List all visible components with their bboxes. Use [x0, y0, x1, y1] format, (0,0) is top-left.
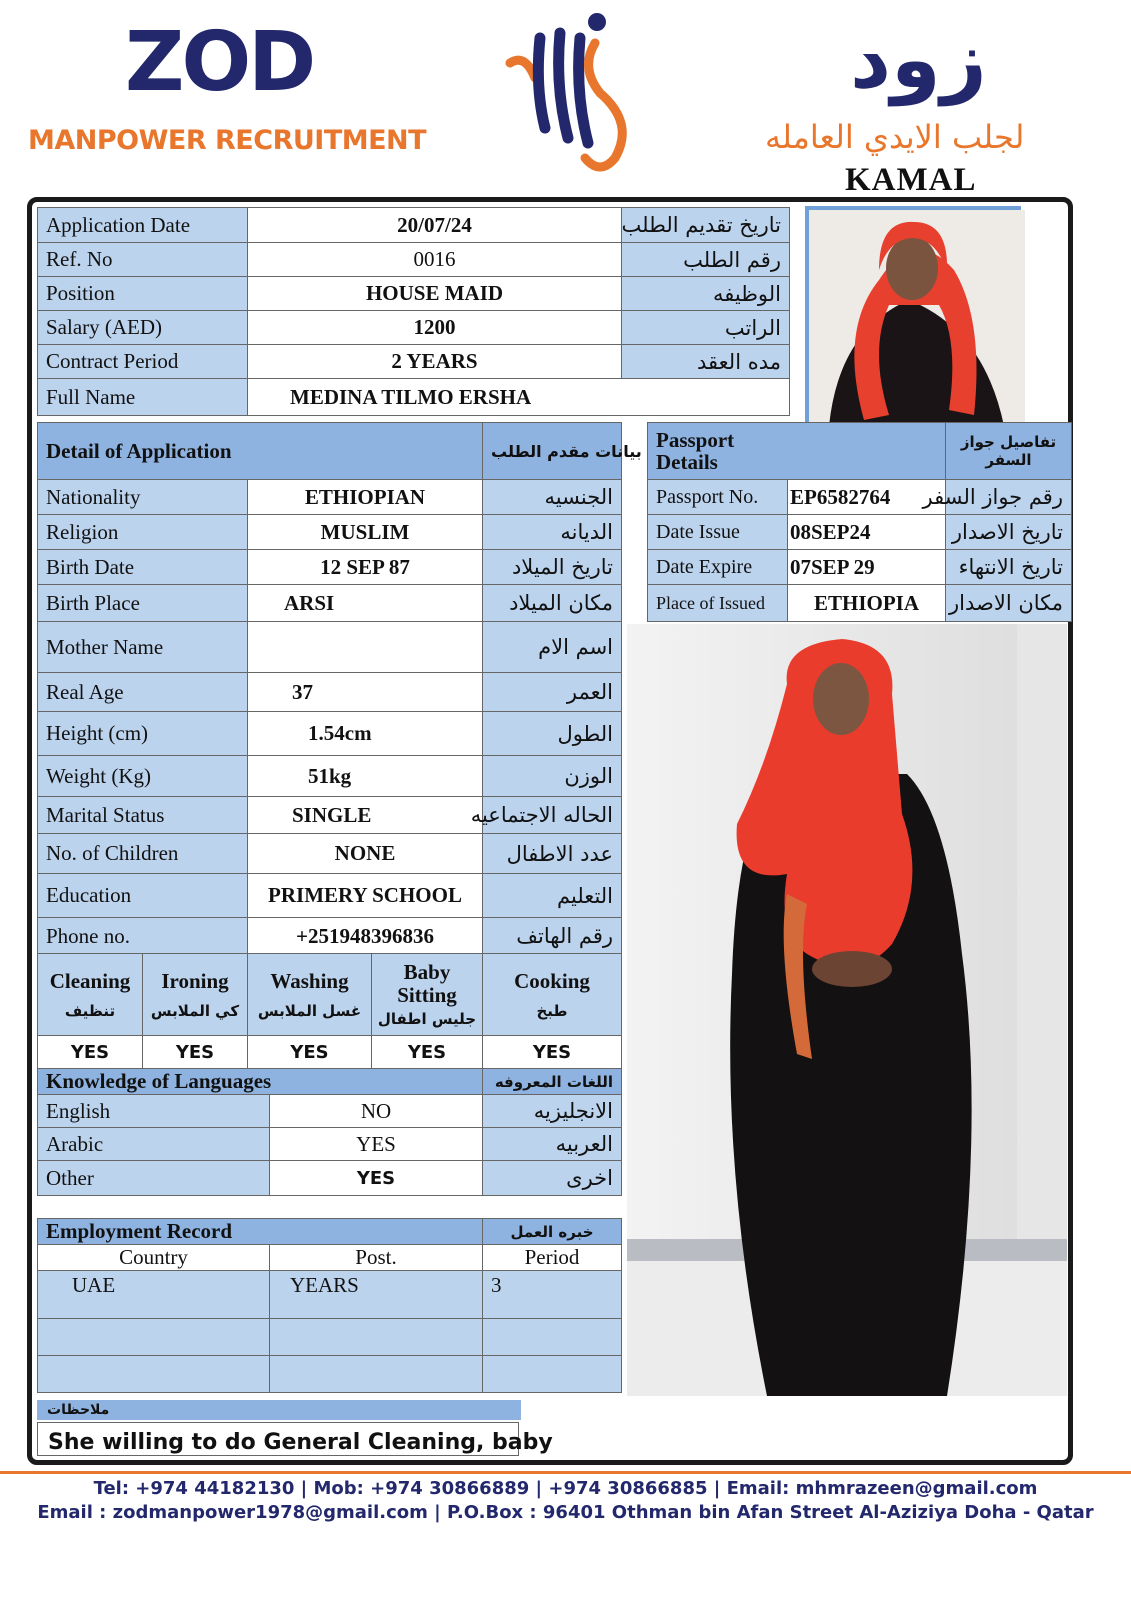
table-row: [38, 874, 622, 918]
mother-name-value: [248, 622, 483, 673]
full-name-label: Full Name: [38, 379, 248, 416]
row-label: Date Issue: [648, 515, 788, 550]
children-value: NONE: [248, 834, 483, 874]
ref-no: 0016: [248, 243, 622, 277]
row-label-arabic: العمر: [483, 673, 622, 712]
education-value: PRIMERY SCHOOL: [248, 874, 483, 918]
section-header: [648, 423, 1072, 480]
row-label-arabic: مده العقد: [622, 345, 790, 379]
table-row: [38, 622, 622, 673]
application-date: 20/07/24: [248, 208, 622, 243]
table-row: [38, 345, 790, 379]
table-row: [38, 208, 790, 243]
skill-name-arabic: غسل الملابس: [257, 1001, 362, 1020]
table-row: [38, 834, 622, 874]
full-body-photo: [627, 624, 1067, 1396]
row-label: Phone no.: [38, 918, 248, 955]
detail-title: Detail of Application: [38, 423, 483, 480]
skill-name-arabic: كي الملابس: [150, 1001, 240, 1020]
skill-value: YES: [483, 1036, 622, 1069]
position-value: HOUSE MAID: [248, 277, 622, 311]
column-header: Post.: [270, 1245, 483, 1271]
application-table: [37, 207, 790, 416]
skill-name: Cleaning: [49, 968, 131, 993]
footer-address: Email : zodmanpower1978@gmail.com | P.O.Box : 96401 Othman bin Afan Street Al-Aziziya Doha - Qatar: [37, 1502, 1094, 1523]
skill-value: YES: [248, 1036, 372, 1069]
row-label-arabic: الجنسيه: [483, 480, 622, 515]
phone-value: +251948396836: [248, 918, 483, 955]
other-language-value: YES: [270, 1161, 483, 1196]
column-header: Period: [483, 1245, 622, 1271]
row-label-arabic: الراتب: [622, 311, 790, 345]
passport-no-value: EP6582764: [788, 480, 946, 515]
row-label: Birth Place: [38, 585, 248, 622]
row-label-arabic: الانجليزيه: [483, 1095, 622, 1128]
row-label: Arabic: [38, 1128, 270, 1161]
table-row: [38, 673, 622, 712]
skill-name: Baby Sitting: [397, 960, 457, 1008]
table-cell: [38, 1319, 270, 1356]
table-row: [38, 515, 622, 550]
religion-value: MUSLIM: [248, 515, 483, 550]
table-row: [38, 550, 622, 585]
contract-period-value: 2 YEARS: [248, 345, 622, 379]
table-row: [38, 712, 622, 756]
weight-value: 51kg: [248, 756, 483, 797]
english-value: NO: [270, 1095, 483, 1128]
table-row: [38, 585, 622, 622]
row-label: Weight (Kg): [38, 756, 248, 797]
table-cell: [270, 1319, 483, 1356]
table-row: [38, 797, 622, 834]
table-cell: [483, 1356, 622, 1393]
skill-name: Cooking: [514, 968, 590, 993]
arabic-subtitle: لجلب الايدي العامله: [765, 118, 1025, 156]
arabic-value: YES: [270, 1128, 483, 1161]
row-label: Other: [38, 1161, 270, 1196]
brand-name: ZOD: [125, 15, 314, 110]
portrait-photo: [805, 206, 1021, 422]
birth-place-value: ARSI: [248, 585, 483, 622]
table-row: [38, 1319, 622, 1356]
row-label: Real Age: [38, 673, 248, 712]
row-label: Position: [38, 277, 248, 311]
languages-table: [37, 1068, 622, 1196]
table-cell: [270, 1356, 483, 1393]
row-label: No. of Children: [38, 834, 248, 874]
full-name-value: MEDINA TILMO ERSHA: [248, 379, 790, 416]
row-label-arabic: تاريخ تقديم الطلب: [622, 208, 790, 243]
section-header: [38, 1219, 622, 1245]
skill-washing: [248, 954, 372, 1036]
row-label: Passport No.: [648, 480, 788, 515]
row-label-arabic: عدد الاطفال: [483, 834, 622, 874]
skill-cooking: [483, 954, 622, 1036]
row-label: Birth Date: [38, 550, 248, 585]
table-cell: UAE: [38, 1271, 270, 1319]
table-cell: [483, 1319, 622, 1356]
row-label-arabic: اخرى: [483, 1161, 622, 1196]
table-row: [38, 1095, 622, 1128]
row-label-arabic: التعليم: [483, 874, 622, 918]
table-row: [38, 1128, 622, 1161]
skills-table: [37, 953, 622, 1069]
skills-header-row: [38, 954, 622, 1036]
row-label: Contract Period: [38, 345, 248, 379]
row-label: Religion: [38, 515, 248, 550]
place-issued-value: ETHIOPIA: [788, 585, 946, 622]
table-row: [38, 756, 622, 797]
skill-value: YES: [143, 1036, 248, 1069]
section-header: [38, 423, 622, 480]
footer-contact: Tel: +974 44182130 | Mob: +974 30866889 | +974 30866885 | Email: mhmrazeen@gmail.com: [93, 1478, 1038, 1499]
languages-title: Knowledge of Languages: [38, 1069, 483, 1095]
section-header: [38, 1069, 622, 1095]
row-label: Application Date: [38, 208, 248, 243]
row-label-arabic: تاريخ الانتهاء: [946, 550, 1072, 585]
row-label-arabic: الديانه: [483, 515, 622, 550]
employment-table: [37, 1218, 622, 1393]
passport-title-text: Passport Details: [656, 427, 735, 474]
date-expire-value: 07SEP 29: [788, 550, 946, 585]
row-label: Mother Name: [38, 622, 248, 673]
marital-status-value: SINGLE: [248, 797, 483, 834]
passport-title-arabic: تفاصيل جواز السفر: [946, 423, 1072, 480]
nationality-value: ETHIOPIAN: [248, 480, 483, 515]
row-label-arabic: اسم الام: [483, 622, 622, 673]
age-value: 37: [248, 673, 483, 712]
table-row: [648, 480, 1072, 515]
table-row: [38, 918, 622, 955]
passport-title: [648, 423, 946, 480]
row-label: Salary (AED): [38, 311, 248, 345]
skill-name-arabic: تنظيف: [64, 1001, 116, 1020]
row-label-arabic: رقم الطلب: [622, 243, 790, 277]
skill-name-arabic: جليس اطفال: [377, 1010, 477, 1029]
footer-divider: [0, 1471, 1131, 1474]
salary-value: 1200: [248, 311, 622, 345]
arabic-brand: زود: [850, 13, 987, 106]
table-row: [38, 243, 790, 277]
row-label-arabic: مكان الاصدار: [946, 585, 1072, 622]
table-row: [38, 311, 790, 345]
brand-subtitle: MANPOWER RECRUITMENT: [28, 125, 427, 156]
row-label: Height (cm): [38, 712, 248, 756]
row-label-arabic: تاريخ الاصدار: [946, 515, 1072, 550]
skill-name: Ironing: [161, 968, 229, 993]
row-label-arabic: مكان الميلاد: [483, 585, 622, 622]
skill-value: YES: [372, 1036, 483, 1069]
height-value: 1.54cm: [248, 712, 483, 756]
portrait-illustration: [809, 210, 1025, 426]
table-row: [38, 1271, 622, 1319]
employment-title: Employment Record: [38, 1219, 483, 1245]
remarks-text: She willing to do General Cleaning, baby: [37, 1422, 519, 1456]
row-label-arabic: رقم الهاتف: [483, 918, 622, 955]
table-cell: [38, 1356, 270, 1393]
row-label: Marital Status: [38, 797, 248, 834]
skill-ironing: [143, 954, 248, 1036]
languages-title-arabic: اللغات المعروفه: [483, 1069, 622, 1095]
table-row: [38, 1356, 622, 1393]
row-label-arabic: الحاله الاجتماعيه: [483, 797, 622, 834]
table-row: [648, 585, 1072, 622]
employment-header-row: [38, 1245, 622, 1271]
company-logo: [500, 8, 640, 178]
table-row: [648, 550, 1072, 585]
table-row: [38, 379, 790, 416]
table-cell: 3: [483, 1271, 622, 1319]
row-label: Education: [38, 874, 248, 918]
row-label: Ref. No: [38, 243, 248, 277]
employment-title-arabic: خبره العمل: [483, 1219, 622, 1245]
row-label: Nationality: [38, 480, 248, 515]
agent-name: KAMAL: [845, 162, 977, 198]
row-label: English: [38, 1095, 270, 1128]
full-body-illustration: [627, 624, 1067, 1396]
row-label-arabic: الوظيفه: [622, 277, 790, 311]
row-label: Place of Issued: [648, 585, 788, 622]
row-label: Date Expire: [648, 550, 788, 585]
row-label-arabic: العربيه: [483, 1128, 622, 1161]
skill-name: Washing: [270, 968, 349, 993]
table-row: [38, 277, 790, 311]
passport-table: [647, 422, 1072, 622]
row-label-arabic: تاريخ الميلاد: [483, 550, 622, 585]
remarks-header: ملاحظات: [37, 1400, 521, 1420]
skill-baby-sitting: [372, 954, 483, 1036]
table-row: [38, 1161, 622, 1196]
date-issue-value: 08SEP24: [788, 515, 946, 550]
skill-name-arabic: طبخ: [536, 1001, 568, 1020]
column-header: Country: [38, 1245, 270, 1271]
row-label-arabic: الوزن: [483, 756, 622, 797]
detail-table: [37, 422, 642, 955]
birth-date-value: 12 SEP 87: [248, 550, 483, 585]
row-label-arabic: رقم جواز السفر: [946, 480, 1072, 515]
detail-title-arabic: بيانات مقدم الطلب: [483, 423, 622, 480]
row-label-arabic: الطول: [483, 712, 622, 756]
table-row: [648, 515, 1072, 550]
table-row: [38, 480, 622, 515]
skills-values-row: [38, 1036, 622, 1069]
skill-cleaning: [38, 954, 143, 1036]
table-cell: YEARS: [270, 1271, 483, 1319]
skill-value: YES: [38, 1036, 143, 1069]
